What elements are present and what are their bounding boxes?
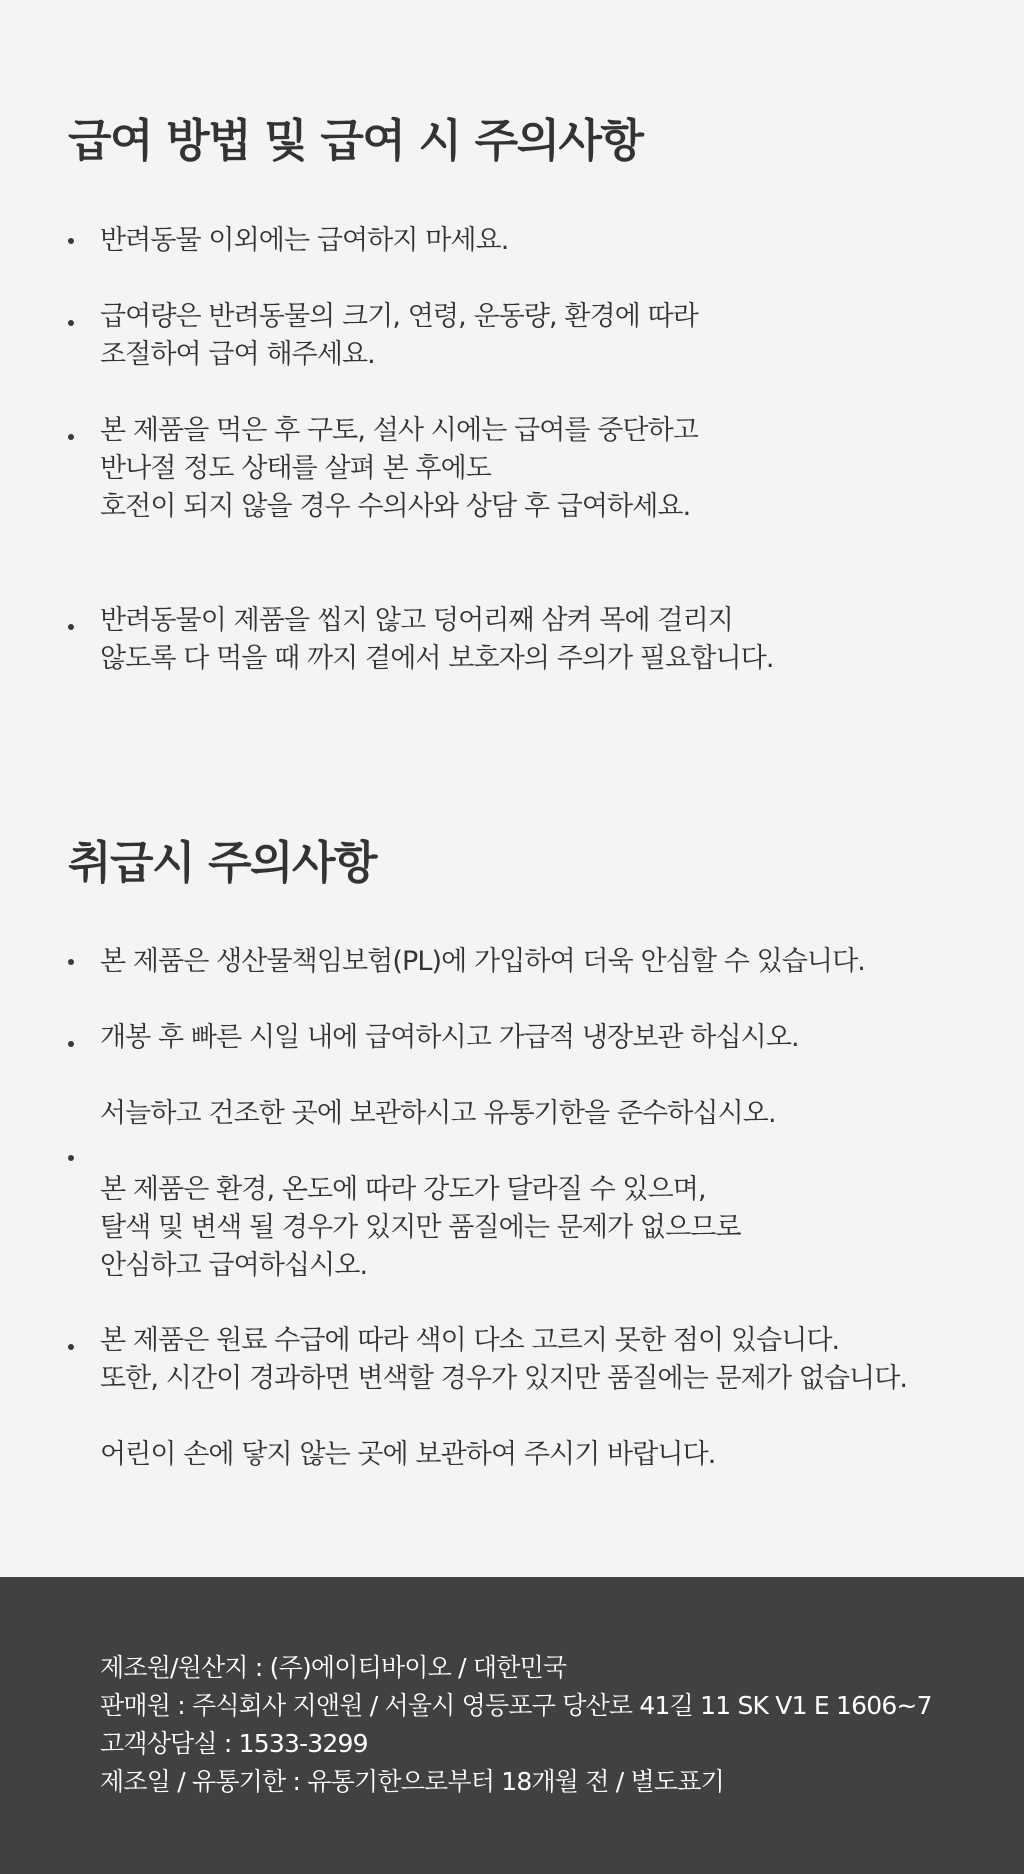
customer-center-phone: 고객상담실 : 1533-3299 — [100, 1729, 368, 1758]
handling-item-text: 어린이 손에 닿지 않는 곳에 보관하여 주시기 바랍니다. — [100, 1439, 716, 1470]
handling-section — [68, 836, 968, 889]
handling-item-text: 안심하고 급여하십시오. — [100, 1250, 368, 1281]
handling-item-text: 본 제품은 생산물책임보험(PL)에 가입하여 더욱 안심할 수 있습니다. — [100, 946, 865, 977]
handling-item-text: 본 제품은 원료 수급에 따라 색이 다소 고르지 못한 점이 있습니다. — [100, 1325, 840, 1356]
bullet-icon — [68, 959, 74, 965]
feeding-item-text: 않도록 다 먹을 때 까지 곁에서 보호자의 주의가 필요합니다. — [100, 643, 774, 674]
bullet-icon — [68, 1041, 74, 1047]
feeding-item-text: 호전이 되지 않을 경우 수의사와 상담 후 급여하세요. — [100, 491, 691, 522]
manufacture-expiry-date: 제조일 / 유통기한 : 유통기한으로부터 18개월 전 / 별도표기 — [100, 1767, 724, 1796]
handling-section-title: 취급시 주의사항 — [68, 836, 376, 889]
feeding-item-text: 본 제품을 먹은 후 구토, 설사 시에는 급여를 중단하고 — [100, 415, 698, 446]
bullet-icon — [68, 238, 74, 244]
bullet-icon — [68, 434, 74, 440]
seller-address: 판매원 : 주식회사 지앤원 / 서울시 영등포구 당산로 41길 11 SK V1 E 1606~7 — [100, 1691, 932, 1720]
feeding-item-text: 반려동물 이외에는 급여하지 마세요. — [100, 225, 509, 256]
bullet-icon — [68, 1155, 74, 1161]
handling-item-text: 탈색 및 변색 될 경우가 있지만 품질에는 문제가 없으므로 — [100, 1212, 741, 1243]
handling-item-text: 서늘하고 건조한 곳에 보관하시고 유통기한을 준수하십시오. — [100, 1098, 776, 1129]
feeding-section — [68, 114, 968, 167]
feeding-item-text: 조절하여 급여 해주세요. — [100, 339, 375, 370]
feeding-item-text: 반려동물이 제품을 씹지 않고 덩어리째 삼켜 목에 걸리지 — [100, 605, 733, 636]
bullet-icon — [68, 624, 74, 630]
feeding-item-text: 급여량은 반려동물의 크기, 연령, 운동량, 환경에 따라 — [100, 301, 698, 332]
bullet-icon — [68, 1344, 74, 1350]
feeding-item-text: 반나절 정도 상태를 살펴 본 후에도 — [100, 453, 491, 484]
feeding-section-title: 급여 방법 및 급여 시 주의사항 — [68, 114, 643, 167]
handling-item-text: 개봉 후 빠른 시일 내에 급여하시고 가급적 냉장보관 하십시오. — [100, 1022, 799, 1053]
manufacturer-origin: 제조원/원산지 : (주)에이티바이오 / 대한민국 — [100, 1653, 567, 1682]
handling-item-text: 본 제품은 환경, 온도에 따라 강도가 달라질 수 있으며, — [100, 1174, 706, 1205]
product-info-footer — [0, 1577, 1024, 1874]
bullet-icon — [68, 320, 74, 326]
handling-item-text: 또한, 시간이 경과하면 변색할 경우가 있지만 품질에는 문제가 없습니다. — [100, 1363, 908, 1394]
